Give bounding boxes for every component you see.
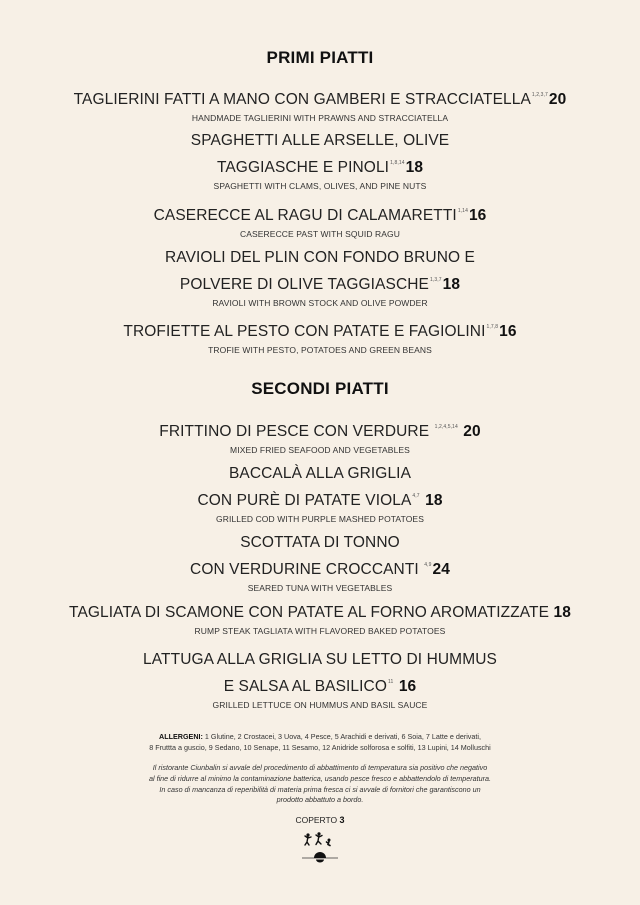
dish-description: GRILLED COD WITH PURPLE MASHED POTATOES xyxy=(216,514,424,524)
allergen-codes: 4,7 xyxy=(412,493,420,499)
notice-line: Il ristorante Ciunbalin si avvale del procedimento di abbattimento di temperatura sia positivo che negativo xyxy=(152,763,488,772)
dish-name xyxy=(0,84,640,111)
dish-price: 20 xyxy=(548,91,567,108)
dish-description: SEARED TUNA WITH VEGETABLES xyxy=(247,583,393,593)
dish-name xyxy=(0,532,640,581)
dish-name xyxy=(0,247,640,296)
allergen-codes: 1,2,4,5,14 xyxy=(434,424,458,430)
allergen-codes: 11 xyxy=(388,679,394,685)
allergens-line: 1 Glutine, 2 Crostacei, 3 Uova, 4 Pesce, 5 Arachidi e derivati, 6 Soia, 7 Latte e derivati, xyxy=(204,732,481,741)
dish-name-line: TROFIETTE AL PESTO CON PATATE E FAGIOLINI xyxy=(123,323,486,340)
dish-caserecce xyxy=(0,200,640,240)
dish-tagliata xyxy=(0,602,640,637)
dish-price: 18 xyxy=(405,159,424,176)
cover-charge xyxy=(0,815,640,825)
allergen-codes: 1,7,8 xyxy=(486,324,499,330)
dish-name-line: CASERECCE AL RAGU DI CALAMARETTI xyxy=(153,207,457,224)
dish-description: RAVIOLI WITH BROWN STOCK AND OLIVE POWDER xyxy=(212,298,428,308)
section-title-secondi: SECONDI PIATTI xyxy=(251,379,389,398)
dish-lattuga xyxy=(0,649,640,711)
dish-price: 18 xyxy=(442,276,461,293)
dish-price: 16 xyxy=(499,323,517,340)
dish-price: 16 xyxy=(468,207,487,224)
dish-name xyxy=(0,200,640,227)
dish-name-line: RAVIOLI DEL PLIN CON FONDO BRUNO E xyxy=(164,249,475,266)
dish-name-line: TAGGIASCHE E PINOLI xyxy=(216,159,390,176)
dish-name-line: CON PURÈ DI PATATE VIOLA xyxy=(197,492,412,509)
dish-name-line: BACCALÀ ALLA GRIGLIA xyxy=(228,465,412,482)
dish-ravioli xyxy=(0,247,640,309)
dish-name xyxy=(0,602,640,624)
dish-name-line: CON VERDURINE CROCCANTI xyxy=(190,561,419,578)
dish-frittino xyxy=(0,416,640,456)
dish-name xyxy=(0,316,640,343)
dish-name xyxy=(0,416,640,443)
dish-name xyxy=(0,649,640,698)
dish-price: 18 xyxy=(425,492,443,509)
notice-line: In caso di mancanza di reperibilità di materia prima fresca ci si avvale di fornitori che garantiscono un xyxy=(159,784,481,794)
dish-description: GRILLED LETTUCE ON HUMMUS AND BASIL SAUCE xyxy=(212,700,428,710)
temperature-notice xyxy=(0,763,640,806)
dish-description: MIXED FRIED SEAFOOD AND VEGETABLES xyxy=(230,445,410,455)
dish-description: HANDMADE TAGLIERINI WITH PRAWNS AND STRACCIATELLA xyxy=(191,113,449,123)
dish-name-line: TAGLIERINI FATTI A MANO CON GAMBERI E STRACCIATELLA xyxy=(73,91,531,108)
dish-description: SPAGHETTI WITH CLAMS, OLIVES, AND PINE NUTS xyxy=(213,181,427,191)
dish-taglierini xyxy=(0,84,640,124)
dish-name-line: FRITTINO DI PESCE CON VERDURE xyxy=(159,423,430,440)
dish-description: CASERECCE PAST WITH SQUID RAGU xyxy=(240,229,400,239)
dish-name-line: SCOTTATA DI TONNO xyxy=(240,534,400,551)
dish-price: 18 xyxy=(553,604,571,621)
dish-name-line: POLVERE DI OLIVE TAGGIASCHE xyxy=(179,276,429,293)
dish-name-line: LATTUGA ALLA GRIGLIA SU LETTO DI HUMMUS xyxy=(143,651,497,668)
dancing-figures-sunset-logo-icon xyxy=(300,832,340,864)
dish-name-line: E SALSA AL BASILICO xyxy=(223,678,388,695)
dish-baccala xyxy=(0,463,640,525)
dish-trofiette xyxy=(0,316,640,356)
allergen-codes: 1,3,7 xyxy=(429,277,442,283)
allergen-codes: 4,9 xyxy=(424,562,432,568)
dish-spaghetti xyxy=(0,130,640,192)
allergens-line: 8 Fruttta a guscio, 9 Sedano, 10 Senape, 11 Sesamo, 12 Anidride solforosa e solfiti, 13 Lupini, 14 Molluschi xyxy=(149,743,491,752)
allergen-codes: 1,14 xyxy=(457,208,468,214)
allergen-codes: 1,8,14 xyxy=(390,160,405,166)
allergens-label: ALLERGENI: xyxy=(159,732,203,741)
allergen-codes: 1,2,3,7 xyxy=(531,92,548,98)
allergens-legend xyxy=(0,731,640,753)
notice-line: al fine di ridurre al minimo la contaminazione batterica, usando pesce fresco e abbattendolo di temperatura. xyxy=(149,773,491,783)
dish-price: 20 xyxy=(463,423,481,440)
dish-scottata xyxy=(0,532,640,594)
dish-price: 16 xyxy=(398,678,417,695)
dish-name xyxy=(0,130,640,179)
dish-description: TROFIE WITH PESTO, POTATOES AND GREEN BEANS xyxy=(208,345,432,355)
notice-line: prodotto abbattuto a bordo. xyxy=(276,795,364,805)
cover-charge-price: 3 xyxy=(339,815,345,825)
dish-name xyxy=(0,463,640,512)
dish-description: RUMP STEAK TAGLIATA WITH FLAVORED BAKED POTATOES xyxy=(194,626,446,636)
cover-charge-label: COPERTO xyxy=(295,815,338,825)
dish-price: 24 xyxy=(432,561,450,578)
section-title-primi: PRIMI PIATTI xyxy=(266,48,374,67)
dish-name-line: TAGLIATA DI SCAMONE CON PATATE AL FORNO AROMATIZZATE xyxy=(69,604,550,621)
dish-name-line: SPAGHETTI ALLE ARSELLE, OLIVE xyxy=(190,132,450,149)
